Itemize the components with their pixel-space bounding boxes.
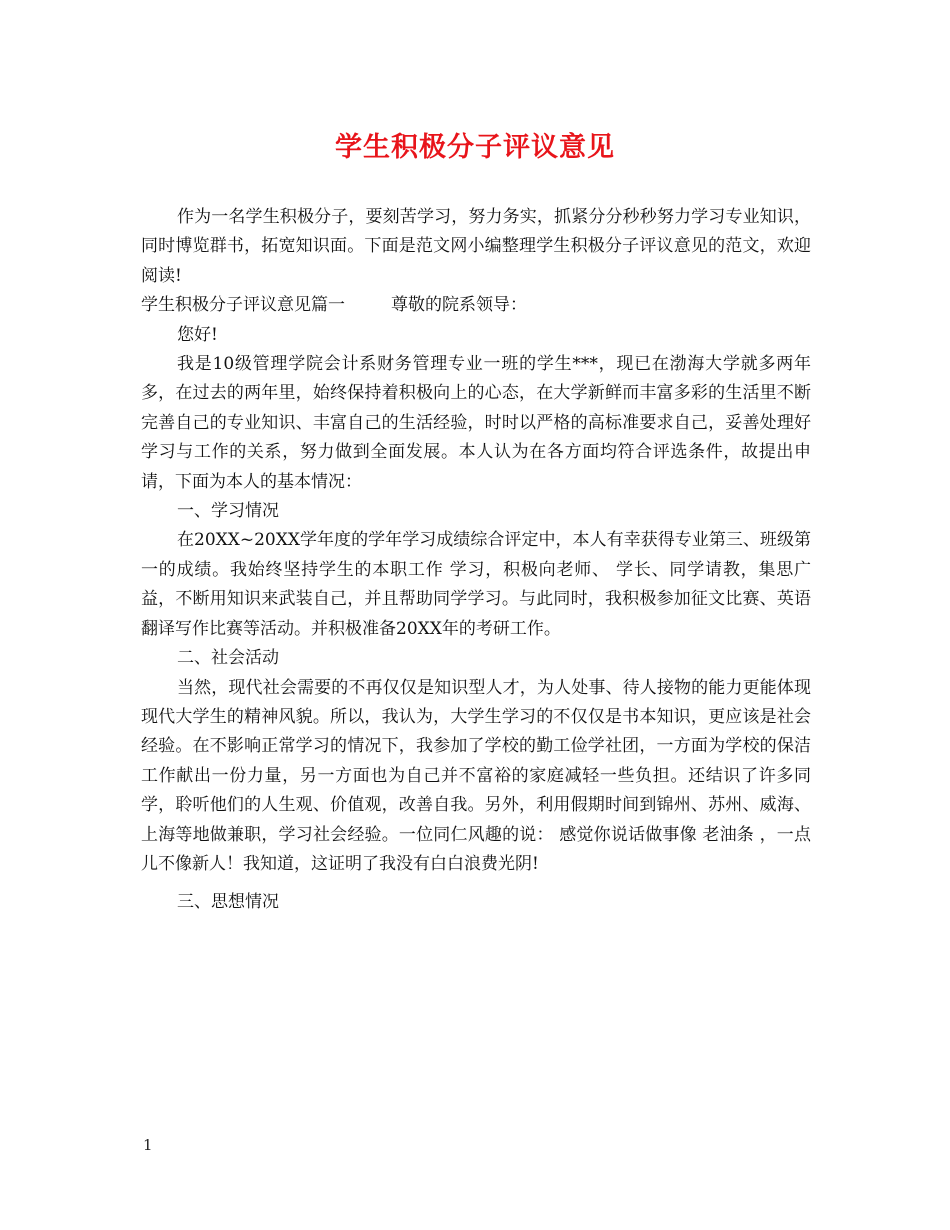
social-heading: 二、社会活动 <box>177 648 279 669</box>
social-paragraph: 当然，现代社会需要的不再仅仅是知识型人才，为人处事、待人接物的能力更能体现现代大学生的精神风貌。所以，我认为，大学生学习的不仅仅是书本知识，更应该是社会经验。在不影响正常学习的情况下，我参加了学校的勤工俭学社团，一方面为学校的保洁工作献出一份力量，另一方面也为自己并不富裕的家庭减轻一些负担。还结识了许多同学，聆听他们的人生观、价值观，改善自我。另外，利用假期时间到锦州、苏州、威海、上海等地做兼职，学习社会经验。一位同仁风趣的说： 感觉你说话做事像 老油条 ，一点儿不像新人！我知道，这证明了我没有白白浪费光阴! <box>141 677 811 874</box>
document-body <box>141 203 811 918</box>
study-heading: 一、学习情况 <box>177 501 279 522</box>
section-heading: 学生积极分子评议意见篇一 <box>141 295 345 316</box>
self-intro-paragraph: 我是10级管理学院会计系财务管理专业一班的学生***，现已在渤海大学就多两年多，在过去的两年里，始终保持着积极向上的心态，在大学新鲜而丰富多彩的生活里不断完善自己的专业知识、丰富自己的生活经验，时时以严格的高标准要求自己，妥善处理好学习与工作的关系，努力做到全面发展。本人认为在各方面均符合评选条件，故提出申请，下面为本人的基本情况： <box>141 354 811 492</box>
page-number: 1 <box>143 1136 153 1154</box>
salutation: 尊敬的院系领导： <box>391 295 527 316</box>
document-title: 学生积极分子评议意见 <box>335 132 615 163</box>
intro-paragraph: 作为一名学生积极分子，要刻苦学习，努力务实，抓紧分分秒秒努力学习专业知识，同时博览群书，拓宽知识面。下面是范文网小编整理学生积极分子评议意见的范文，欢迎阅读! <box>141 207 811 286</box>
study-paragraph: 在20XX~20XX学年度的学年学习成绩综合评定中，本人有幸获得专业第三、班级第一的成绩。我始终坚持学生的本职工作 学习，积极向老师、 学长、同学请教，集思广益，不断用知识来武装自己，并且帮助同学学习。与此同时，我积极参加征文比赛、英语翻译写作比赛等活动。并积极准备20XX年的考研工作。 <box>141 530 811 639</box>
greeting-paragraph: 您好! <box>177 324 218 345</box>
thought-heading: 三、思想情况 <box>177 892 279 913</box>
section-heading-line <box>141 291 811 320</box>
